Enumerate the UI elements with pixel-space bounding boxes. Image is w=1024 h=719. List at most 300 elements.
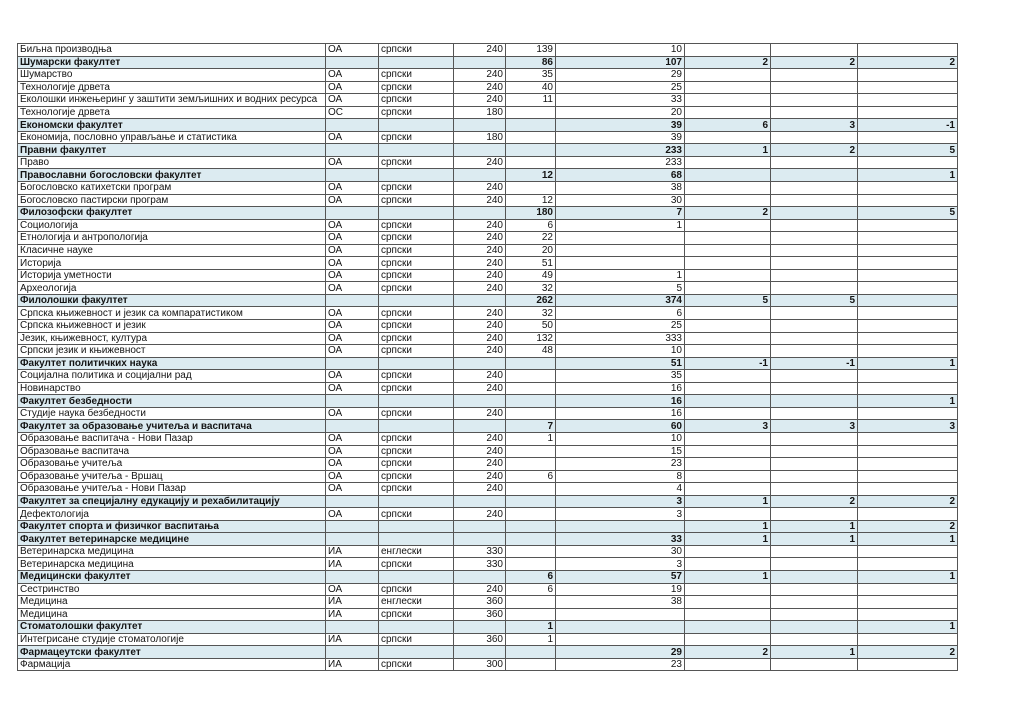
cell-value-3 bbox=[685, 332, 771, 345]
cell-language: српски bbox=[379, 269, 454, 282]
cell-value-1 bbox=[506, 131, 556, 144]
cell-program-name: Економија, пословно управљање и статистика bbox=[18, 131, 326, 144]
cell-value-2: 16 bbox=[556, 407, 685, 420]
cell-program-name: Сестринство bbox=[18, 583, 326, 596]
cell-value-2: 7 bbox=[556, 207, 685, 220]
cell-espb-duration bbox=[454, 570, 506, 583]
cell-value-1: 1 bbox=[506, 621, 556, 634]
cell-value-1: 40 bbox=[506, 81, 556, 94]
cell-value-5 bbox=[858, 131, 958, 144]
cell-value-5: 1 bbox=[858, 169, 958, 182]
cell-value-5 bbox=[858, 332, 958, 345]
cell-espb-duration: 240 bbox=[454, 470, 506, 483]
cell-program-name: Фармација bbox=[18, 658, 326, 671]
cell-value-3 bbox=[685, 219, 771, 232]
cell-study-type bbox=[326, 495, 379, 508]
cell-study-type: ОА bbox=[326, 307, 379, 320]
cell-value-3 bbox=[685, 508, 771, 521]
cell-study-type: ИА bbox=[326, 658, 379, 671]
cell-language: српски bbox=[379, 257, 454, 270]
cell-program-name: Еколошки инжењеринг у заштити земљишних и водних ресурса bbox=[18, 94, 326, 107]
cell-program-name: Социјална политика и социјални рад bbox=[18, 370, 326, 383]
program-row bbox=[18, 658, 958, 671]
cell-study-type bbox=[326, 207, 379, 220]
cell-value-5: 5 bbox=[858, 207, 958, 220]
cell-espb-duration: 240 bbox=[454, 282, 506, 295]
cell-program-name: Медицина bbox=[18, 608, 326, 621]
cell-value-2: 33 bbox=[556, 533, 685, 546]
cell-value-3 bbox=[685, 307, 771, 320]
cell-value-1: 12 bbox=[506, 194, 556, 207]
cell-value-1 bbox=[506, 533, 556, 546]
cell-espb-duration: 240 bbox=[454, 382, 506, 395]
cell-value-2: 8 bbox=[556, 470, 685, 483]
cell-value-1: 132 bbox=[506, 332, 556, 345]
program-row bbox=[18, 44, 958, 57]
cell-espb-duration: 180 bbox=[454, 131, 506, 144]
cell-value-4: 1 bbox=[771, 533, 858, 546]
cell-value-3: 3 bbox=[685, 420, 771, 433]
cell-value-5 bbox=[858, 282, 958, 295]
cell-value-2: 23 bbox=[556, 658, 685, 671]
program-row bbox=[18, 508, 958, 521]
cell-value-4: -1 bbox=[771, 357, 858, 370]
cell-espb-duration bbox=[454, 533, 506, 546]
cell-value-1 bbox=[506, 395, 556, 408]
cell-value-2: 6 bbox=[556, 307, 685, 320]
cell-value-5: -1 bbox=[858, 119, 958, 132]
faculty-row bbox=[18, 420, 958, 433]
cell-value-2: 3 bbox=[556, 495, 685, 508]
faculty-row bbox=[18, 207, 958, 220]
program-row bbox=[18, 131, 958, 144]
cell-value-5 bbox=[858, 106, 958, 119]
cell-value-5: 2 bbox=[858, 520, 958, 533]
cell-value-2: 1 bbox=[556, 269, 685, 282]
faculty-row bbox=[18, 533, 958, 546]
cell-value-3 bbox=[685, 244, 771, 257]
cell-value-2 bbox=[556, 520, 685, 533]
cell-espb-duration bbox=[454, 119, 506, 132]
cell-value-5 bbox=[858, 345, 958, 358]
cell-value-3 bbox=[685, 545, 771, 558]
cell-program-name: Српска књижевност и језик са компаратистиком bbox=[18, 307, 326, 320]
cell-program-name: Интегрисане студије стоматологије bbox=[18, 633, 326, 646]
program-row bbox=[18, 219, 958, 232]
cell-study-type: ОА bbox=[326, 508, 379, 521]
cell-study-type: ОА bbox=[326, 194, 379, 207]
cell-language: српски bbox=[379, 106, 454, 119]
cell-program-name: Право bbox=[18, 156, 326, 169]
cell-value-4 bbox=[771, 44, 858, 57]
cell-value-2: 57 bbox=[556, 570, 685, 583]
program-row bbox=[18, 345, 958, 358]
cell-value-4 bbox=[771, 320, 858, 333]
cell-value-2: 39 bbox=[556, 119, 685, 132]
cell-value-2: 15 bbox=[556, 445, 685, 458]
cell-value-1 bbox=[506, 545, 556, 558]
cell-value-5 bbox=[858, 244, 958, 257]
cell-program-name: Филолошки факултет bbox=[18, 294, 326, 307]
cell-program-name: Факултет спорта и физичког васпитања bbox=[18, 520, 326, 533]
cell-study-type: ОА bbox=[326, 69, 379, 82]
cell-value-1 bbox=[506, 658, 556, 671]
cell-value-3: 5 bbox=[685, 294, 771, 307]
cell-study-type: ОА bbox=[326, 458, 379, 471]
cell-program-name: Образовање васпитача - Нови Пазар bbox=[18, 432, 326, 445]
cell-study-type: ОА bbox=[326, 583, 379, 596]
cell-study-type: ИА bbox=[326, 633, 379, 646]
cell-value-2: 30 bbox=[556, 545, 685, 558]
cell-study-type bbox=[326, 144, 379, 157]
cell-program-name: Студије наука безбедности bbox=[18, 407, 326, 420]
program-row bbox=[18, 194, 958, 207]
cell-value-3 bbox=[685, 69, 771, 82]
cell-value-4 bbox=[771, 545, 858, 558]
cell-program-name: Медицина bbox=[18, 596, 326, 609]
cell-value-3 bbox=[685, 131, 771, 144]
cell-value-1: 6 bbox=[506, 470, 556, 483]
cell-value-2: 60 bbox=[556, 420, 685, 433]
cell-value-4 bbox=[771, 583, 858, 596]
cell-value-2: 10 bbox=[556, 44, 685, 57]
cell-program-name: Биљна производња bbox=[18, 44, 326, 57]
cell-study-type bbox=[326, 294, 379, 307]
cell-language bbox=[379, 357, 454, 370]
program-row bbox=[18, 269, 958, 282]
cell-program-name: Новинарство bbox=[18, 382, 326, 395]
cell-study-type bbox=[326, 357, 379, 370]
cell-study-type bbox=[326, 621, 379, 634]
cell-value-3 bbox=[685, 320, 771, 333]
program-row bbox=[18, 445, 958, 458]
cell-value-5 bbox=[858, 596, 958, 609]
cell-value-3 bbox=[685, 633, 771, 646]
cell-language bbox=[379, 420, 454, 433]
cell-espb-duration: 240 bbox=[454, 370, 506, 383]
program-row bbox=[18, 596, 958, 609]
cell-value-5 bbox=[858, 44, 958, 57]
cell-espb-duration bbox=[454, 169, 506, 182]
cell-language: српски bbox=[379, 483, 454, 496]
cell-value-1: 51 bbox=[506, 257, 556, 270]
cell-language: српски bbox=[379, 332, 454, 345]
cell-value-5 bbox=[858, 508, 958, 521]
cell-value-4 bbox=[771, 282, 858, 295]
cell-espb-duration: 240 bbox=[454, 182, 506, 195]
cell-program-name: Факултет за специјалну едукацију и рехабилитацију bbox=[18, 495, 326, 508]
cell-espb-duration: 240 bbox=[454, 219, 506, 232]
cell-value-3: 6 bbox=[685, 119, 771, 132]
cell-espb-duration: 240 bbox=[454, 508, 506, 521]
cell-value-5: 2 bbox=[858, 646, 958, 659]
cell-value-3 bbox=[685, 470, 771, 483]
program-row bbox=[18, 432, 958, 445]
cell-espb-duration bbox=[454, 144, 506, 157]
cell-language: српски bbox=[379, 508, 454, 521]
cell-espb-duration: 240 bbox=[454, 407, 506, 420]
cell-language: српски bbox=[379, 69, 454, 82]
cell-study-type: ОА bbox=[326, 470, 379, 483]
cell-language: српски bbox=[379, 194, 454, 207]
cell-study-type: ИА bbox=[326, 608, 379, 621]
faculty-row bbox=[18, 56, 958, 69]
cell-value-1: 6 bbox=[506, 219, 556, 232]
cell-value-1 bbox=[506, 458, 556, 471]
program-row bbox=[18, 307, 958, 320]
cell-value-3 bbox=[685, 282, 771, 295]
cell-language: српски bbox=[379, 407, 454, 420]
cell-value-2: 107 bbox=[556, 56, 685, 69]
program-row bbox=[18, 382, 958, 395]
cell-language bbox=[379, 570, 454, 583]
cell-program-name: Богословско пастирски програм bbox=[18, 194, 326, 207]
cell-value-1 bbox=[506, 370, 556, 383]
cell-program-name: Шумарство bbox=[18, 69, 326, 82]
cell-program-name: Факултет ветеринарске медицине bbox=[18, 533, 326, 546]
cell-value-2: 1 bbox=[556, 219, 685, 232]
cell-program-name: Ветеринарска медицина bbox=[18, 558, 326, 571]
cell-value-5: 1 bbox=[858, 533, 958, 546]
cell-value-3 bbox=[685, 156, 771, 169]
cell-espb-duration bbox=[454, 495, 506, 508]
cell-value-4: 2 bbox=[771, 495, 858, 508]
cell-language: српски bbox=[379, 458, 454, 471]
cell-value-4 bbox=[771, 608, 858, 621]
faculty-row bbox=[18, 294, 958, 307]
cell-value-3 bbox=[685, 232, 771, 245]
cell-value-3 bbox=[685, 345, 771, 358]
cell-program-name: Православни богословски факултет bbox=[18, 169, 326, 182]
cell-program-name: Образовање учитеља bbox=[18, 458, 326, 471]
cell-value-4 bbox=[771, 244, 858, 257]
faculty-row bbox=[18, 119, 958, 132]
cell-value-3 bbox=[685, 621, 771, 634]
cell-program-name: Социологија bbox=[18, 219, 326, 232]
program-row bbox=[18, 407, 958, 420]
cell-value-1: 12 bbox=[506, 169, 556, 182]
cell-study-type bbox=[326, 570, 379, 583]
cell-value-2 bbox=[556, 608, 685, 621]
cell-study-type: ОА bbox=[326, 232, 379, 245]
cell-study-type bbox=[326, 395, 379, 408]
cell-espb-duration bbox=[454, 646, 506, 659]
cell-value-5: 3 bbox=[858, 420, 958, 433]
cell-value-1 bbox=[506, 445, 556, 458]
cell-espb-duration: 240 bbox=[454, 269, 506, 282]
cell-study-type bbox=[326, 169, 379, 182]
cell-value-5 bbox=[858, 458, 958, 471]
cell-value-3 bbox=[685, 432, 771, 445]
cell-value-4 bbox=[771, 621, 858, 634]
cell-program-name: Образовање учитеља - Нови Пазар bbox=[18, 483, 326, 496]
cell-value-3 bbox=[685, 558, 771, 571]
cell-value-3 bbox=[685, 257, 771, 270]
cell-espb-duration bbox=[454, 520, 506, 533]
cell-value-3: -1 bbox=[685, 357, 771, 370]
cell-value-1: 50 bbox=[506, 320, 556, 333]
cell-study-type: ОА bbox=[326, 269, 379, 282]
cell-value-5 bbox=[858, 294, 958, 307]
cell-language bbox=[379, 119, 454, 132]
cell-value-3 bbox=[685, 94, 771, 107]
cell-value-4 bbox=[771, 169, 858, 182]
cell-study-type: ОА bbox=[326, 370, 379, 383]
cell-program-name: Класичне науке bbox=[18, 244, 326, 257]
cell-study-type: ОА bbox=[326, 282, 379, 295]
cell-value-1 bbox=[506, 495, 556, 508]
cell-value-3 bbox=[685, 269, 771, 282]
cell-study-type bbox=[326, 56, 379, 69]
cell-value-2 bbox=[556, 244, 685, 257]
cell-program-name: Факултет за образовање учитеља и васпитача bbox=[18, 420, 326, 433]
cell-espb-duration bbox=[454, 420, 506, 433]
cell-value-3 bbox=[685, 44, 771, 57]
cell-program-name: Образовање васпитача bbox=[18, 445, 326, 458]
cell-value-5 bbox=[858, 257, 958, 270]
faculty-row bbox=[18, 395, 958, 408]
cell-espb-duration bbox=[454, 294, 506, 307]
program-row bbox=[18, 470, 958, 483]
cell-value-5 bbox=[858, 382, 958, 395]
cell-espb-duration: 240 bbox=[454, 156, 506, 169]
cell-value-5 bbox=[858, 232, 958, 245]
faculty-row bbox=[18, 495, 958, 508]
cell-language: српски bbox=[379, 633, 454, 646]
cell-study-type: ОА bbox=[326, 244, 379, 257]
program-row bbox=[18, 81, 958, 94]
cell-value-2 bbox=[556, 257, 685, 270]
cell-value-5 bbox=[858, 432, 958, 445]
cell-value-2: 3 bbox=[556, 508, 685, 521]
cell-program-name: Образовање учитеља - Вршац bbox=[18, 470, 326, 483]
cell-espb-duration: 240 bbox=[454, 257, 506, 270]
cell-study-type: ОС bbox=[326, 106, 379, 119]
program-row bbox=[18, 244, 958, 257]
cell-value-1: 262 bbox=[506, 294, 556, 307]
cell-study-type: ИА bbox=[326, 558, 379, 571]
cell-value-2: 23 bbox=[556, 458, 685, 471]
cell-value-4 bbox=[771, 106, 858, 119]
faculty-row bbox=[18, 144, 958, 157]
cell-value-1: 6 bbox=[506, 570, 556, 583]
cell-value-3 bbox=[685, 81, 771, 94]
cell-program-name: Историја уметности bbox=[18, 269, 326, 282]
cell-value-5: 5 bbox=[858, 144, 958, 157]
cell-value-1: 32 bbox=[506, 282, 556, 295]
cell-program-name: Правни факултет bbox=[18, 144, 326, 157]
cell-program-name: Српски језик и књижевност bbox=[18, 345, 326, 358]
program-row bbox=[18, 320, 958, 333]
cell-value-5 bbox=[858, 69, 958, 82]
program-row bbox=[18, 633, 958, 646]
cell-language: српски bbox=[379, 156, 454, 169]
cell-value-4: 3 bbox=[771, 420, 858, 433]
cell-espb-duration bbox=[454, 357, 506, 370]
cell-value-5 bbox=[858, 307, 958, 320]
cell-value-4 bbox=[771, 232, 858, 245]
cell-value-5 bbox=[858, 182, 958, 195]
cell-value-4: 3 bbox=[771, 119, 858, 132]
cell-value-1: 1 bbox=[506, 633, 556, 646]
cell-value-3: 2 bbox=[685, 56, 771, 69]
cell-value-4 bbox=[771, 94, 858, 107]
cell-study-type: ОА bbox=[326, 320, 379, 333]
cell-language: српски bbox=[379, 583, 454, 596]
cell-value-2: 10 bbox=[556, 345, 685, 358]
cell-espb-duration: 240 bbox=[454, 445, 506, 458]
cell-value-2 bbox=[556, 621, 685, 634]
cell-program-name: Факултет безбедности bbox=[18, 395, 326, 408]
cell-espb-duration: 240 bbox=[454, 194, 506, 207]
program-row bbox=[18, 458, 958, 471]
cell-value-3 bbox=[685, 458, 771, 471]
cell-value-4: 5 bbox=[771, 294, 858, 307]
faculty-row bbox=[18, 621, 958, 634]
cell-language bbox=[379, 395, 454, 408]
cell-value-1 bbox=[506, 646, 556, 659]
cell-espb-duration: 240 bbox=[454, 583, 506, 596]
cell-value-1: 7 bbox=[506, 420, 556, 433]
cell-value-1: 32 bbox=[506, 307, 556, 320]
cell-value-5 bbox=[858, 320, 958, 333]
cell-value-2: 25 bbox=[556, 81, 685, 94]
cell-value-4 bbox=[771, 219, 858, 232]
cell-value-4 bbox=[771, 570, 858, 583]
cell-value-4 bbox=[771, 483, 858, 496]
cell-espb-duration: 240 bbox=[454, 44, 506, 57]
cell-value-5 bbox=[858, 558, 958, 571]
cell-espb-duration: 360 bbox=[454, 633, 506, 646]
cell-value-2: 5 bbox=[556, 282, 685, 295]
cell-value-2: 10 bbox=[556, 432, 685, 445]
cell-language bbox=[379, 294, 454, 307]
cell-value-4 bbox=[771, 207, 858, 220]
program-row bbox=[18, 182, 958, 195]
cell-espb-duration: 240 bbox=[454, 244, 506, 257]
cell-value-5 bbox=[858, 407, 958, 420]
cell-value-4 bbox=[771, 470, 858, 483]
cell-value-4: 2 bbox=[771, 144, 858, 157]
cell-language: енглески bbox=[379, 596, 454, 609]
cell-value-4 bbox=[771, 182, 858, 195]
cell-espb-duration: 330 bbox=[454, 558, 506, 571]
cell-language bbox=[379, 169, 454, 182]
cell-value-2: 38 bbox=[556, 182, 685, 195]
cell-value-4 bbox=[771, 332, 858, 345]
cell-program-name: Археологија bbox=[18, 282, 326, 295]
cell-language: српски bbox=[379, 382, 454, 395]
cell-value-1: 20 bbox=[506, 244, 556, 257]
cell-value-1: 48 bbox=[506, 345, 556, 358]
cell-value-5 bbox=[858, 219, 958, 232]
cell-value-5 bbox=[858, 81, 958, 94]
program-row bbox=[18, 545, 958, 558]
cell-espb-duration: 240 bbox=[454, 94, 506, 107]
cell-espb-duration: 240 bbox=[454, 69, 506, 82]
cell-program-name: Језик, књижевност, култура bbox=[18, 332, 326, 345]
cell-value-5: 1 bbox=[858, 621, 958, 634]
cell-study-type: ОА bbox=[326, 432, 379, 445]
cell-value-2 bbox=[556, 633, 685, 646]
program-row bbox=[18, 483, 958, 496]
cell-language: српски bbox=[379, 307, 454, 320]
cell-value-3: 1 bbox=[685, 570, 771, 583]
cell-espb-duration: 240 bbox=[454, 483, 506, 496]
cell-language: српски bbox=[379, 219, 454, 232]
cell-program-name: Медицински факултет bbox=[18, 570, 326, 583]
cell-value-2: 68 bbox=[556, 169, 685, 182]
